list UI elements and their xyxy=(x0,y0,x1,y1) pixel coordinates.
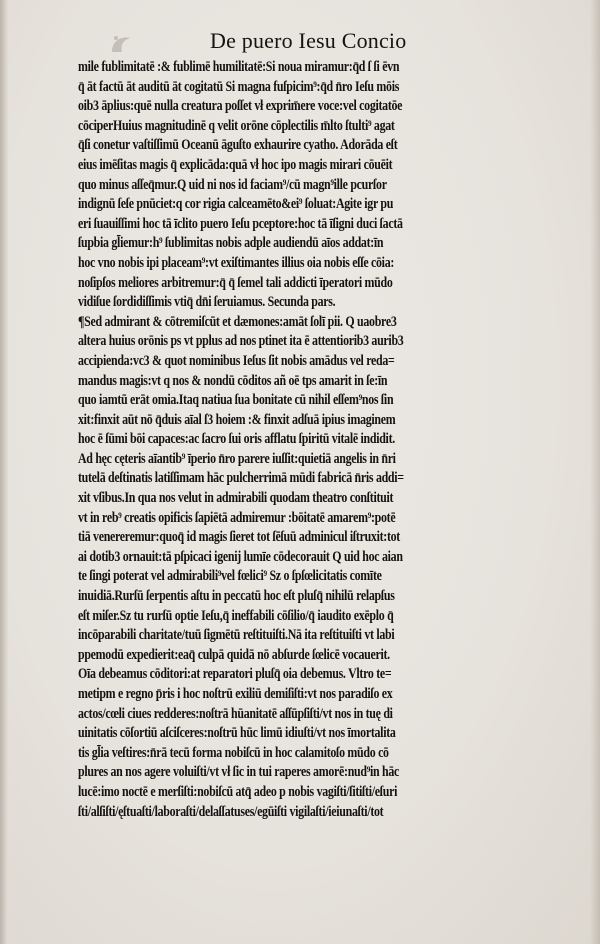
text-line: eius imēſitas magis q̄ explicāda:quā vł hoc ipo magis mirari cōuēit xyxy=(78,156,393,173)
running-header xyxy=(0,26,600,60)
text-line: Oīa debeamus cōditori:at reparatori pluſq̄ oia debemus. Vltro te= xyxy=(78,666,392,683)
text-line: quo minus aſſeq̄mur.Q uid ni nos id faciam⁹/cū magn⁹ille pcurſor xyxy=(78,176,387,193)
text-line: ai dotib3 ornauit:tā pſpicaci igenij lumīe cōdecorauit Q uid hoc aian xyxy=(78,548,403,565)
text-line: inuidiā.Rurſū ſerpentis aſtu in peccatū hoc eſt pluſq̄ nihilū relapſus xyxy=(78,588,395,605)
text-line: q̄ āt factū āt auditū āt cogitatū Si magna fuſpicim⁹:q̄d n̄ro Ieſu mōis xyxy=(78,78,400,95)
text-line: hoc vno nobis ipi placeam⁹:vt exiſtimantes illius oia nobis eſſe cōia: xyxy=(78,254,395,271)
text-line: quo iamtū erāt omia.Itaq natiua ſua bonitate cū nihil eſſem⁹nos ſin xyxy=(78,392,394,409)
text-line: Ad hęc cęteris aīantib⁹ īperio n̄ro parere iuſſit:quietiā angelis in n̄ri xyxy=(78,450,396,467)
text-line: eſt miſer.Sz tu rurſū optie Ieſu,q̄ ineffabili cōſilio/q̄ iaudito exēplo q̄ xyxy=(78,607,394,624)
page-title: De puero Iesu Concio xyxy=(210,28,407,53)
text-line: noſipſos meliores arbitremur:q̄ q̄ ſemel tali addicti īperatori mūdo xyxy=(78,274,393,291)
page-gutter-shadow xyxy=(0,0,8,944)
body-text xyxy=(78,58,600,822)
text-line: tutelā deſtinatis latiſſimam hāc pulcherrimā mūdi fabricā n̄ris addi= xyxy=(78,470,404,487)
text-line: incōparabili charitate/tuū ſigmētū reſtituiſti.Nā ita reſtituiſti vt labi xyxy=(78,627,395,644)
text-line: cōciperHuius magnitudinē q velit orōne cōplectilis m̄lto ſtulti⁹ agat xyxy=(78,117,395,134)
text-line: eri ſuauiſſimi hoc tā īclito puero Ieſu pceptore:hoc tā īſigni duci ſactā xyxy=(78,215,403,232)
text-line: oib3 āplius:quē nulla creatura poſſet vł exprim̄ere voce:vel cogitatōe xyxy=(78,98,403,115)
text-line: te ſingi poterat vel admirabili⁹vel fœlici⁹ Sz o ſpſœlicitatis comīte xyxy=(78,568,382,585)
text-line: q̄ſi conetur vaſtiſſimū Oceanū āguſto exhaurire cyatho. Adorāda eſt xyxy=(78,137,398,154)
text-line: xit:finxit aūt nō q̄duis aīal ſ3 hoiem :& finxit adſuā ipius imaginem xyxy=(78,411,396,428)
text-line: hoc ē ſūmi bōi capaces:ac ſacro ſui oris afflatu ſpiritū vitalē indidit. xyxy=(78,431,395,448)
text-line: mile fublimitatē :& fublimē humilitatē:Si noua miramur:q̄d ſ ſi ēvn xyxy=(78,59,400,75)
bleed-through-fleuron-icon xyxy=(108,32,134,56)
text-line: ſupbia gl̄iemur:h⁹ ſublimitas nobis adple audiendū aīos addat:īn xyxy=(78,235,384,252)
text-line: plures an nos agere voluiſti/vt vł ſic in tui raperes amorē:nud⁹in hāc xyxy=(78,764,400,781)
text-line: tis gl̄ia veſtires:n̄rā tecū forma nobiſcū in hoc calamitoſo mūdo cō xyxy=(78,744,389,761)
text-line: xit vſibus.In qua nos velut in admirabili quodam theatro conſtituit xyxy=(78,490,394,507)
text-line: tiā venereremur:quoq̄ id magis ſieret tot ſēſuū adminicul iſtruxit:tot xyxy=(78,529,400,546)
text-line: altera huius orōnis ps vt pplus ad nos ptinet ita ē attentiorib3 aurib3 xyxy=(78,333,404,350)
text-line: ſti/alſiſti/ęſtuaſti/laboraſti/delaſſatuses/egūiſti vigilaſti/ieiunaſti/tot xyxy=(78,803,384,820)
text-line: indignū ſeſe pnūciet:q cor rigia calceamēto&ei⁹ ſoluat:Agite igr pu xyxy=(78,196,394,213)
text-line: vt in reb⁹ creatis opificis ſapiētā admiremur :bōitatē amarem⁹:potē xyxy=(78,509,396,526)
text-line: mandus magis:vt q nos & nondū cōditos añ oē tps amarit in ſe:īn xyxy=(78,372,388,389)
text-line: accipienda:vc3 & quot nominibus Ieſus ſit nobis amādus vel reda= xyxy=(78,352,395,369)
text-line: vidiſue ſordidiſſimis vtiq̄ dn̄i ſeruiamus. Secunda pars. xyxy=(78,294,336,311)
text-line: lucē:imo noctē e merſiſti:nobiſcū atq̄ adeo p nobis vagiſti/ſitiſti/eſuri xyxy=(78,783,398,800)
text-line: ¶Sed admirant & cōtremiſcūt et dæmones:amāt ſolī pii. Q uaobre3 xyxy=(78,313,397,330)
text-line: metipm e regno p̄ris i hoc noſtrū exiliū demiſiſti:vt nos paradiſo ex xyxy=(78,686,393,702)
text-line: uinitatis cōſortiū aſciſceres:noſtrū hūc limū idiuſti/vt nos īmortalita xyxy=(78,725,396,742)
text-line: ppemodū expedierit:eaq̄ culpā quidā nō abſurde ſœlicē vocauerit. xyxy=(78,646,390,663)
text-line: actos/cœli ciues redderes:noſtrā hūanitatē aſſūpſiſti/vt nos in tuę di xyxy=(78,705,393,722)
